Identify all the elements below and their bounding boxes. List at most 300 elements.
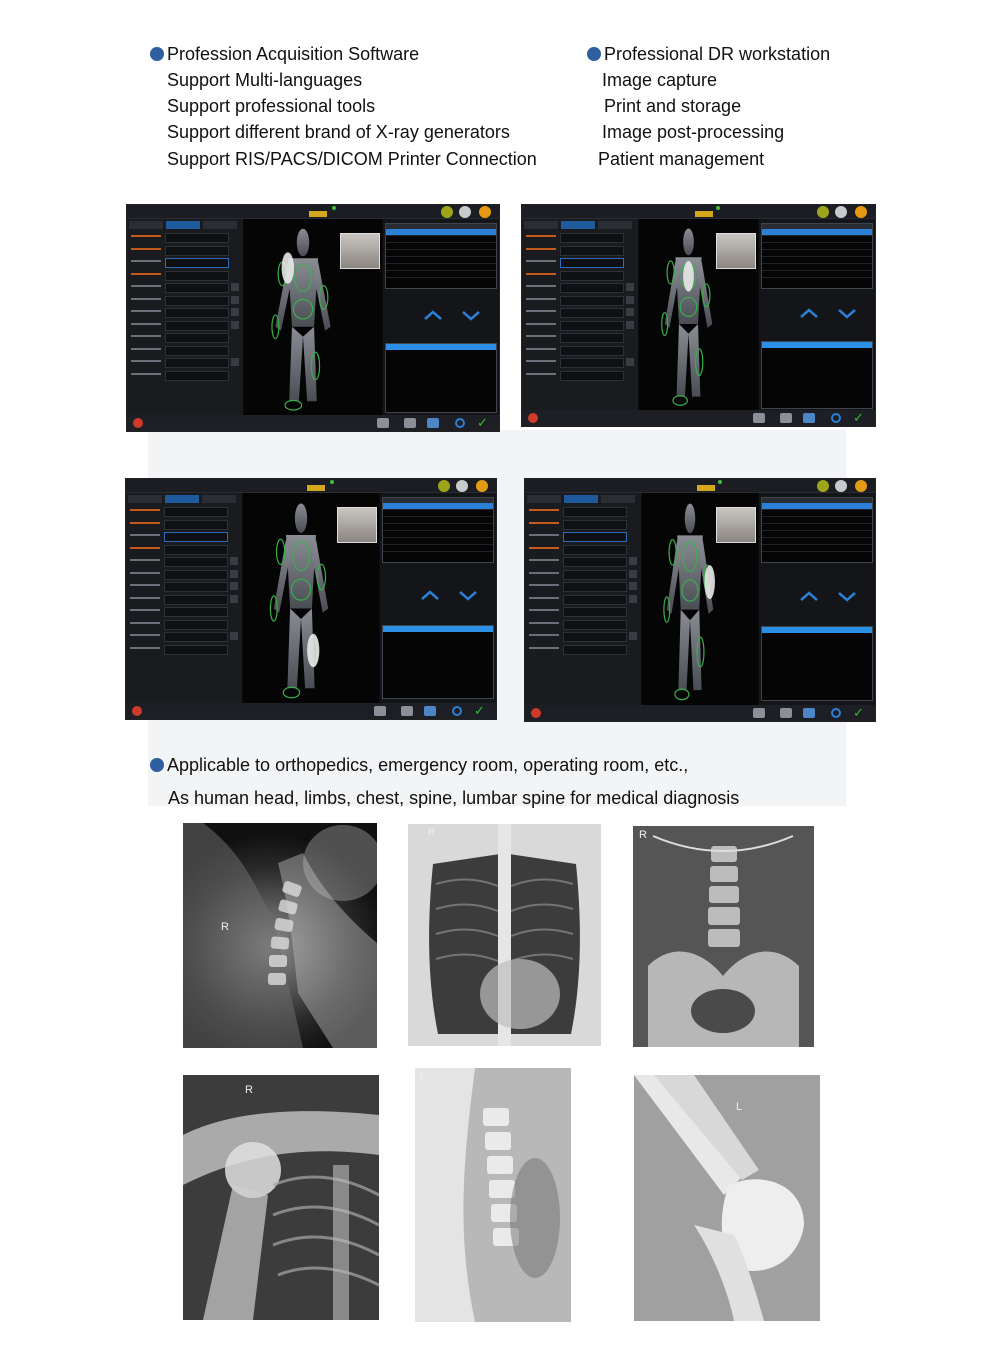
list-item <box>386 250 496 257</box>
xray-cervical-spine <box>183 823 377 1048</box>
position-thumbnail <box>716 233 756 269</box>
field-label <box>131 335 161 337</box>
field-label <box>131 298 161 300</box>
list-item <box>386 243 496 250</box>
check-icon: ✓ <box>853 705 864 720</box>
tab <box>165 495 199 503</box>
field-input <box>164 595 228 605</box>
form-row <box>128 632 238 640</box>
form-row <box>524 371 634 379</box>
field-input <box>563 545 627 555</box>
power-icon <box>855 480 867 492</box>
form-row <box>524 258 634 266</box>
selected-bar <box>762 627 872 633</box>
software-screenshot <box>521 204 876 427</box>
list-item <box>386 264 496 271</box>
position-thumbnail <box>340 233 380 269</box>
field-input <box>560 308 624 318</box>
list-item: Image post-processing <box>602 122 785 142</box>
field-input <box>560 346 624 356</box>
field-input <box>563 632 627 642</box>
field-label <box>529 647 559 649</box>
navigation-arrows <box>799 307 869 319</box>
refresh-icon <box>452 706 462 716</box>
field-input <box>164 507 228 517</box>
list-item <box>762 243 872 250</box>
list-item <box>762 510 872 517</box>
screenshot-toolbar <box>127 415 499 431</box>
list-item: Support different brand of X-ray generators <box>167 122 510 142</box>
form-row <box>129 333 239 341</box>
field-label <box>526 310 556 312</box>
dropdown-icon <box>626 296 634 304</box>
field-label <box>130 509 160 511</box>
form-row <box>129 321 239 329</box>
field-input <box>560 233 624 243</box>
field-label <box>130 634 160 636</box>
field-input <box>165 321 229 331</box>
field-label <box>526 373 556 375</box>
field-label <box>131 260 161 262</box>
selected-region-highlight <box>282 252 294 283</box>
field-input <box>563 520 627 530</box>
items-panel <box>759 493 875 705</box>
form-row <box>128 557 238 565</box>
form-row <box>527 520 637 528</box>
dropdown-icon <box>626 358 634 366</box>
check-icon: ✓ <box>474 703 485 718</box>
selected-region-highlight <box>307 634 319 668</box>
add-icon <box>133 418 143 428</box>
form-row <box>527 620 637 628</box>
config-icon <box>441 206 453 218</box>
field-input <box>164 520 228 530</box>
busy-indicator <box>309 211 327 217</box>
field-input <box>165 296 229 306</box>
list-item <box>762 503 872 510</box>
list-item <box>386 271 496 278</box>
applicable-text <box>150 749 739 815</box>
selected-items-list <box>761 341 873 409</box>
field-label <box>130 522 160 524</box>
list-heading <box>587 41 830 67</box>
edit-icon <box>753 708 765 718</box>
form-row <box>527 632 637 640</box>
list-item: Patient management <box>598 149 765 169</box>
dropdown-icon <box>629 632 637 640</box>
config-icon <box>817 206 829 218</box>
list-item <box>762 250 872 257</box>
form-row <box>129 346 239 354</box>
field-input <box>563 570 627 580</box>
field-input <box>560 371 624 381</box>
list-item <box>762 531 872 538</box>
dropdown-icon <box>231 296 239 304</box>
field-input <box>563 620 627 630</box>
acquisition-software-list <box>150 41 537 172</box>
xray-lateral-spine <box>415 1068 571 1322</box>
items-panel <box>383 219 499 415</box>
field-input <box>165 271 229 281</box>
field-label <box>130 622 160 624</box>
list-item <box>383 503 493 510</box>
form-row <box>524 271 634 279</box>
form-row <box>128 645 238 653</box>
navigation-arrows <box>423 309 493 321</box>
field-label <box>131 373 161 375</box>
field-label <box>529 522 559 524</box>
field-input <box>563 532 627 542</box>
add-icon <box>531 708 541 718</box>
field-input <box>563 582 627 592</box>
field-input <box>563 557 627 567</box>
field-input <box>560 296 624 306</box>
screenshot-form-panel <box>525 493 641 705</box>
gear-icon <box>456 480 468 492</box>
selected-bar <box>762 342 872 348</box>
camera-icon <box>404 418 416 428</box>
config-icon <box>438 480 450 492</box>
list-item <box>383 531 493 538</box>
form-row <box>128 620 238 628</box>
form-row <box>128 507 238 515</box>
list-item <box>762 538 872 545</box>
xray-marker: R <box>221 921 229 933</box>
field-label <box>529 572 559 574</box>
bullet-icon <box>150 47 164 61</box>
form-row <box>524 283 634 291</box>
form-row <box>128 582 238 590</box>
dropdown-icon <box>230 570 238 578</box>
screenshot-titlebar <box>525 479 875 493</box>
form-row <box>128 607 238 615</box>
form-row <box>527 545 637 553</box>
status-dot <box>716 206 720 210</box>
form-row <box>129 246 239 254</box>
xray-lateral-spine-graphic <box>415 1068 571 1322</box>
screenshot-toolbar <box>126 703 496 719</box>
items-list <box>761 223 873 289</box>
field-input <box>164 545 228 555</box>
field-input <box>165 371 229 381</box>
items-list <box>385 223 497 289</box>
field-label <box>131 248 161 250</box>
field-input <box>560 258 624 268</box>
field-label <box>130 647 160 649</box>
list-item <box>762 545 872 552</box>
field-input <box>560 333 624 343</box>
field-label <box>130 572 160 574</box>
form-row <box>527 595 637 603</box>
bullet-icon <box>150 758 164 772</box>
field-label <box>529 634 559 636</box>
edit-icon <box>377 418 389 428</box>
field-input <box>560 321 624 331</box>
list-item <box>386 257 496 264</box>
field-label <box>130 534 160 536</box>
body-selection-area <box>639 219 758 410</box>
field-input <box>164 557 228 567</box>
applicable-line-2: As human head, limbs, chest, spine, lumbar spine for medical diagnosis <box>168 788 740 808</box>
list-item <box>762 271 872 278</box>
form-row <box>524 246 634 254</box>
field-input <box>164 582 228 592</box>
form-row <box>128 520 238 528</box>
field-label <box>131 235 161 237</box>
field-label <box>529 534 559 536</box>
list-item <box>386 236 496 243</box>
navigation-arrows <box>799 590 869 602</box>
form-row <box>524 358 634 366</box>
items-panel <box>380 493 496 703</box>
field-input <box>563 607 627 617</box>
field-label <box>526 298 556 300</box>
screenshot-tabs <box>527 495 639 503</box>
tab <box>166 221 200 229</box>
field-label <box>131 273 161 275</box>
selected-items-list <box>382 625 494 699</box>
field-label <box>526 285 556 287</box>
list-item <box>762 517 872 524</box>
field-input <box>563 507 627 517</box>
form-row <box>129 358 239 366</box>
form-row <box>129 283 239 291</box>
form-row <box>527 645 637 653</box>
field-label <box>130 609 160 611</box>
form-row <box>129 296 239 304</box>
screenshot-titlebar <box>126 479 496 493</box>
refresh-icon <box>831 708 841 718</box>
dropdown-icon <box>230 582 238 590</box>
busy-indicator <box>695 211 713 217</box>
screenshot-toolbar <box>522 410 875 426</box>
field-label <box>526 323 556 325</box>
xray-marker: L <box>736 1101 743 1113</box>
field-input <box>165 358 229 368</box>
field-label <box>131 310 161 312</box>
field-input <box>164 607 228 617</box>
field-label <box>526 335 556 337</box>
monitor-icon <box>803 708 815 718</box>
field-label <box>526 348 556 350</box>
tab <box>598 221 632 229</box>
camera-icon <box>780 413 792 423</box>
form-row <box>128 532 238 540</box>
field-input <box>560 283 624 293</box>
field-label <box>526 235 556 237</box>
tab <box>129 221 163 229</box>
form-row <box>524 346 634 354</box>
xray-marker: R <box>639 829 647 841</box>
form-row <box>527 532 637 540</box>
dropdown-icon <box>231 308 239 316</box>
screenshot-tabs <box>524 221 636 229</box>
selected-region-highlight <box>705 565 715 599</box>
form-row <box>128 545 238 553</box>
form-row <box>128 570 238 578</box>
xray-cervical-graphic <box>183 823 377 1048</box>
list-item: Support RIS/PACS/DICOM Printer Connection <box>167 149 537 169</box>
form-row <box>129 371 239 379</box>
field-input <box>560 271 624 281</box>
form-row <box>524 233 634 241</box>
field-label <box>131 348 161 350</box>
field-label <box>529 597 559 599</box>
field-label <box>130 547 160 549</box>
form-row <box>129 233 239 241</box>
monitor-icon <box>424 706 436 716</box>
xray-chest <box>408 824 601 1046</box>
xray-ankle <box>634 1075 820 1321</box>
position-thumbnail <box>337 507 377 543</box>
form-row <box>527 557 637 565</box>
form-row <box>524 333 634 341</box>
refresh-icon <box>455 418 465 428</box>
heading-text: Professional DR workstation <box>604 44 831 64</box>
dr-workstation-list <box>587 41 830 172</box>
monitor-icon <box>803 413 815 423</box>
dropdown-icon <box>230 557 238 565</box>
field-label <box>131 360 161 362</box>
form-row <box>129 271 239 279</box>
body-selection-area <box>243 493 379 703</box>
xray-lumbar-graphic <box>633 826 814 1047</box>
dropdown-icon <box>629 557 637 565</box>
software-screenshot <box>125 478 497 720</box>
field-label <box>526 248 556 250</box>
list-item <box>762 229 872 236</box>
software-screenshot <box>524 478 876 722</box>
list-item: Print and storage <box>604 96 742 116</box>
dropdown-icon <box>629 595 637 603</box>
camera-icon <box>780 708 792 718</box>
field-input <box>165 233 229 243</box>
add-icon <box>528 413 538 423</box>
field-input <box>164 645 228 655</box>
busy-indicator <box>697 485 715 491</box>
tab <box>128 495 162 503</box>
field-input <box>563 595 627 605</box>
config-icon <box>817 480 829 492</box>
screenshot-tabs <box>128 495 240 503</box>
field-input <box>164 632 228 642</box>
software-screenshot <box>126 204 500 432</box>
screenshot-tabs <box>129 221 241 229</box>
field-label <box>529 559 559 561</box>
gear-icon <box>835 206 847 218</box>
busy-indicator <box>307 485 325 491</box>
field-label <box>526 360 556 362</box>
list-item <box>383 510 493 517</box>
tab <box>524 221 558 229</box>
screenshot-form-panel <box>127 219 243 415</box>
xray-marker: R <box>428 827 435 837</box>
xray-lumbar-pelvis <box>633 826 814 1047</box>
screenshot-toolbar <box>525 705 875 721</box>
screenshot-titlebar <box>127 205 499 219</box>
gear-icon <box>459 206 471 218</box>
field-input <box>165 258 229 268</box>
form-row <box>128 595 238 603</box>
list-item <box>386 229 496 236</box>
xray-marker: R <box>245 1084 253 1096</box>
body-selection-area <box>244 219 382 415</box>
dropdown-icon <box>629 570 637 578</box>
items-panel <box>759 219 875 410</box>
xray-chest-graphic <box>408 824 601 1046</box>
selected-items-list <box>385 343 497 413</box>
form-row <box>524 308 634 316</box>
form-row <box>524 321 634 329</box>
dropdown-icon <box>626 321 634 329</box>
xray-shoulder-graphic <box>183 1075 379 1320</box>
screenshot-form-panel <box>522 219 638 410</box>
form-row <box>524 296 634 304</box>
form-row <box>527 582 637 590</box>
list-item: Support professional tools <box>167 96 376 116</box>
refresh-icon <box>831 413 841 423</box>
dropdown-icon <box>626 308 634 316</box>
field-input <box>165 246 229 256</box>
field-label <box>529 547 559 549</box>
field-label <box>526 273 556 275</box>
field-label <box>529 622 559 624</box>
list-item <box>762 257 872 264</box>
dropdown-icon <box>231 358 239 366</box>
selected-bar <box>383 626 493 632</box>
xray-shoulder <box>183 1075 379 1320</box>
list-item <box>383 545 493 552</box>
field-label <box>131 285 161 287</box>
xray-ankle-graphic <box>634 1075 820 1321</box>
tab <box>202 495 236 503</box>
field-label <box>131 323 161 325</box>
check-icon: ✓ <box>853 410 864 425</box>
field-input <box>165 333 229 343</box>
field-label <box>130 559 160 561</box>
dropdown-icon <box>231 283 239 291</box>
edit-icon <box>753 413 765 423</box>
form-row <box>527 607 637 615</box>
list-item <box>383 538 493 545</box>
applicable-line-1-text: Applicable to orthopedics, emergency room, operating room, etc., <box>167 755 689 775</box>
bullet-icon <box>587 47 601 61</box>
list-item <box>762 524 872 531</box>
screenshot-form-panel <box>126 493 242 703</box>
navigation-arrows <box>420 589 490 601</box>
form-row <box>527 570 637 578</box>
selected-bar <box>386 344 496 350</box>
list-item: Support Multi-languages <box>167 70 363 90</box>
position-thumbnail <box>716 507 756 543</box>
field-input <box>563 645 627 655</box>
tab <box>203 221 237 229</box>
gear-icon <box>835 480 847 492</box>
camera-icon <box>401 706 413 716</box>
field-input <box>165 308 229 318</box>
xray-marker: L <box>420 1071 426 1081</box>
status-dot <box>330 480 334 484</box>
status-dot <box>332 206 336 210</box>
field-label <box>529 609 559 611</box>
dropdown-icon <box>231 321 239 329</box>
heading-text: Profession Acquisition Software <box>167 44 420 64</box>
field-label <box>130 584 160 586</box>
body-selection-area <box>642 493 758 705</box>
list-heading <box>150 41 537 67</box>
field-label <box>130 597 160 599</box>
tab <box>527 495 561 503</box>
